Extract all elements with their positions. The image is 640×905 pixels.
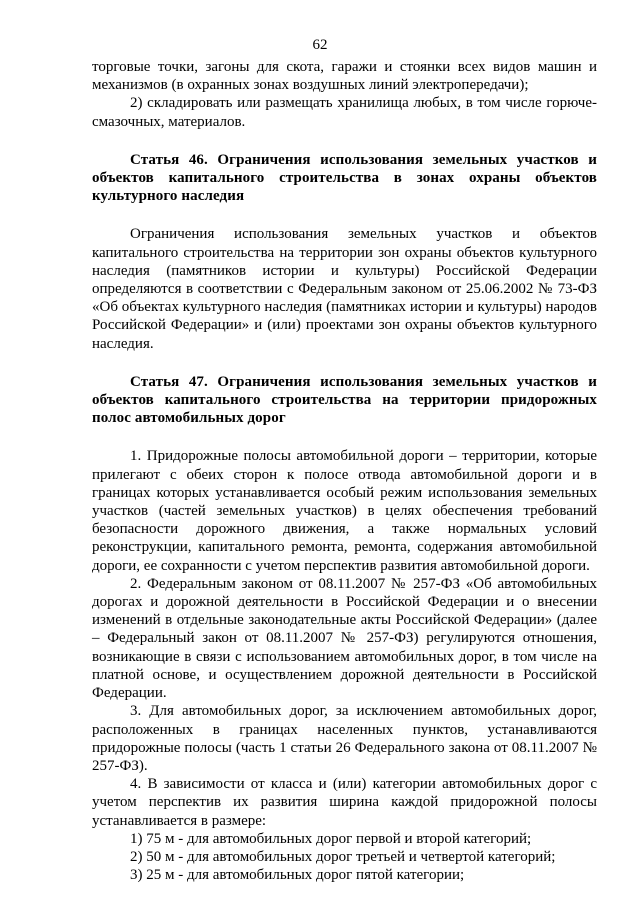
article-47-heading: Статья 47. Ограничения использования земельных участков и объектов капитального строительства на территории придорожных полос автомобильных дорог: [92, 373, 597, 427]
article-47-paragraph-3: 3. Для автомобильных дорог, за исключением автомобильных дорог, расположенных в границах населенных пунктов, устанавливаются придорожные полосы (часть 1 статьи 26 Федерального закона от 08.11.2007 № 257-ФЗ).: [92, 703, 597, 774]
article-47-paragraph-2: 2. Федеральным законом от 08.11.2007 № 257-ФЗ «Об автомобильных дорогах и дорожной деятельности в Российской Федерации и о внесении изменений в отдельные законодательные акты Российской Федерации» (далее – Федеральный закон от 08.11.2007 № 257-ФЗ) регулируются отношения, возникающие в связи с использованием автомобильных дорог, в том числе на платной основе, и осуществлением дорожной деятельности в Российской Федерации.: [92, 575, 597, 702]
page-number: 62: [312, 37, 328, 53]
list-item: 1) 75 м - для автомобильных дорог первой и второй категорий;: [130, 830, 532, 847]
document-body: [92, 58, 597, 884]
continued-paragraph: торговые точки, загоны для скота, гаражи и стоянки всех видов машин и механизмов (в охранных зонах воздушных линий электропередачи);: [92, 59, 597, 94]
article-47-paragraph-4: 4. В зависимости от класса и (или) категории автомобильных дорог с учетом перспектив их развития ширина каждой придорожной полосы устанавливается в размере:: [92, 776, 597, 829]
article-46-text: Ограничения использования земельных участков и объектов капитального строительства на территории зон охраны объектов культурного наследия (памятников истории и культуры) Российской Федерации определяются в соответствии с Федеральным законом от 25.06.2002 № 73-ФЗ «Об объектах культурного наследия (памятниках истории и культуры) народов Российской Федерации» и (или) проектами зон охраны объектов культурного наследия.: [92, 226, 597, 352]
list-item: 3) 25 м - для автомобильных дорог пятой категории;: [130, 867, 465, 884]
article-46-heading: Статья 46. Ограничения использования земельных участков и объектов капитального строительства в зонах охраны объектов культурного наследия: [92, 151, 597, 205]
list-paragraph: 2) складировать или размещать хранилища любых, в том числе горюче-смазочных, материалов.: [92, 95, 597, 130]
article-47-paragraph-1: 1. Придорожные полосы автомобильной дороги – территории, которые прилегают с обеих сторон к полосе отвода автомобильной дороги и в границах которых устанавливается особый режим использования земельных участков (частей земельных участков) в целях обеспечения требований безопасности дорожного движения, а также нормальных условий реконструкции, капитального ремонта, ремонта, содержания автомобильной дороги, ее сохранности с учетом перспектив развития автомобильной дороги.: [92, 448, 597, 574]
list-item: 2) 50 м - для автомобильных дорог третьей и четвертой категорий;: [130, 848, 556, 865]
